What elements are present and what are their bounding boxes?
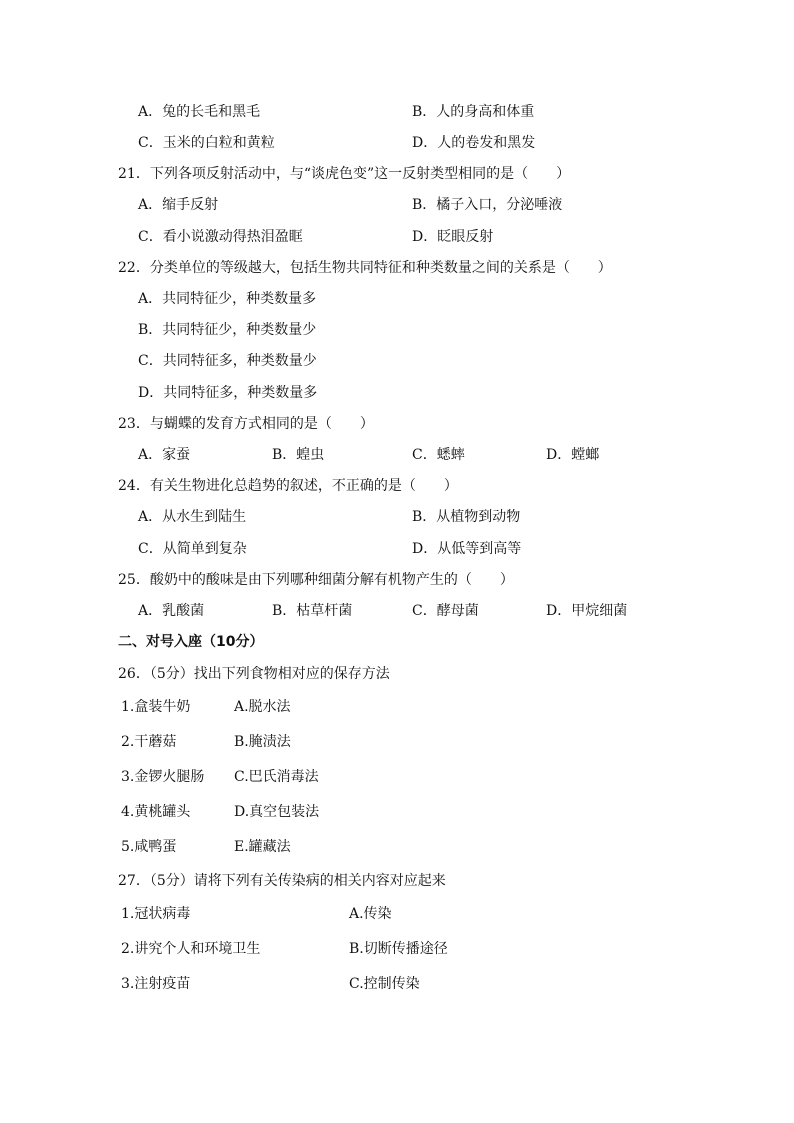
- q22-option-b: B．共同特征少，种类数量少: [138, 322, 317, 338]
- q21-options-row-2: [0, 225, 794, 249]
- q25-option-a: A．乳酸菌: [138, 603, 205, 619]
- q26-right-d: D.真空包装法: [234, 804, 320, 820]
- q27-left-3: 3.注射疫苗: [121, 976, 191, 992]
- q21-option-c: C．看小说激动得热泪盈眶: [138, 229, 303, 245]
- q27-right-b: B.切断传播途径: [349, 941, 448, 957]
- q20-option-b: B．人的身高和体重: [412, 104, 535, 120]
- q25-option-b: B．枯草杆菌: [272, 603, 353, 619]
- q25-option-d: D．甲烷细菌: [546, 603, 628, 619]
- q24-option-d: D．从低等到高等: [412, 541, 522, 557]
- q22-stem: 22．分类单位的等级越大，包括生物共同特征和种类数量之间的关系是（ ）: [118, 260, 612, 276]
- q26-left-1: 1.盒装牛奶: [121, 699, 191, 715]
- q27-stem: 27．（5分）请将下列有关传染病的相关内容对应起来: [118, 873, 446, 889]
- q27-match-row-1: [0, 902, 794, 926]
- q26-match-row-3: [0, 765, 794, 789]
- q23-option-d: D．螳螂: [546, 447, 600, 463]
- q26-match-row-1: [0, 695, 794, 719]
- q22-option-a: A．共同特征少，种类数量多: [138, 291, 317, 307]
- q21-stem: 21．下列各项反射活动中，与“谈虎色变”这一反射类型相同的是（ ）: [118, 166, 571, 182]
- q23-stem: 23．与蝴蝶的发育方式相同的是（ ）: [118, 416, 374, 432]
- q23-option-a: A．家蚕: [138, 447, 191, 463]
- q26-match-row-4: [0, 800, 794, 824]
- q23-option-b: B．蝗虫: [272, 447, 325, 463]
- q20-options-row-2: [0, 131, 794, 155]
- q25-options-row: [0, 599, 794, 623]
- q27-left-1: 1.冠状病毒: [121, 906, 191, 922]
- q24-options-row-2: [0, 537, 794, 561]
- q27-match-row-3: [0, 972, 794, 996]
- q22-option-d: D．共同特征多，种类数量多: [138, 385, 318, 401]
- q24-option-a: A．从水生到陆生: [138, 509, 247, 525]
- q26-right-e: E.罐藏法: [234, 839, 291, 855]
- q27-right-a: A.传染: [349, 906, 392, 922]
- q25-stem: 25．酸奶中的酸味是由下列哪种细菌分解有机物产生的（ ）: [118, 572, 514, 588]
- q26-left-4: 4.黄桃罐头: [121, 804, 191, 820]
- q26-left-3: 3.金锣火腿肠: [121, 769, 205, 785]
- q26-match-row-5: [0, 835, 794, 859]
- q20-options-row-1: [0, 100, 794, 124]
- q23-option-c: C．蟋蟀: [412, 447, 465, 463]
- q24-option-c: C．从简单到复杂: [138, 541, 247, 557]
- q21-option-a: A．缩手反射: [138, 197, 219, 213]
- q27-right-c: C.控制传染: [349, 976, 420, 992]
- q27-left-2: 2.讲究个人和环境卫生: [121, 941, 261, 957]
- q20-option-d: D．人的卷发和黑发: [412, 135, 536, 151]
- q26-right-a: A.脱水法: [234, 699, 291, 715]
- q24-option-b: B．从植物到动物: [412, 509, 521, 525]
- q25-option-c: C．酵母菌: [412, 603, 479, 619]
- q23-options-row: [0, 443, 794, 467]
- q24-options-row-1: [0, 505, 794, 529]
- q21-option-b: B．橘子入口，分泌唾液: [412, 197, 563, 213]
- section-2-heading: 二、对号入座（10分）: [118, 634, 264, 650]
- q21-option-d: D．眨眼反射: [412, 229, 494, 245]
- q26-match-row-2: [0, 730, 794, 754]
- q26-right-c: C.巴氏消毒法: [234, 769, 319, 785]
- q26-stem: 26．（5分）找出下列食物相对应的保存方法: [118, 666, 390, 682]
- q20-option-a: A．兔的长毛和黑毛: [138, 104, 261, 120]
- q26-left-2: 2.干蘑菇: [121, 734, 177, 750]
- q24-stem: 24．有关生物进化总趋势的叙述，不正确的是（ ）: [118, 478, 458, 494]
- q26-left-5: 5.咸鸭蛋: [121, 839, 177, 855]
- q22-option-c: C．共同特征多，种类数量少: [138, 353, 317, 369]
- q20-option-c: C．玉米的白粒和黄粒: [138, 135, 275, 151]
- q27-match-row-2: [0, 937, 794, 961]
- q26-right-b: B.腌渍法: [234, 734, 291, 750]
- q21-options-row-1: [0, 193, 794, 217]
